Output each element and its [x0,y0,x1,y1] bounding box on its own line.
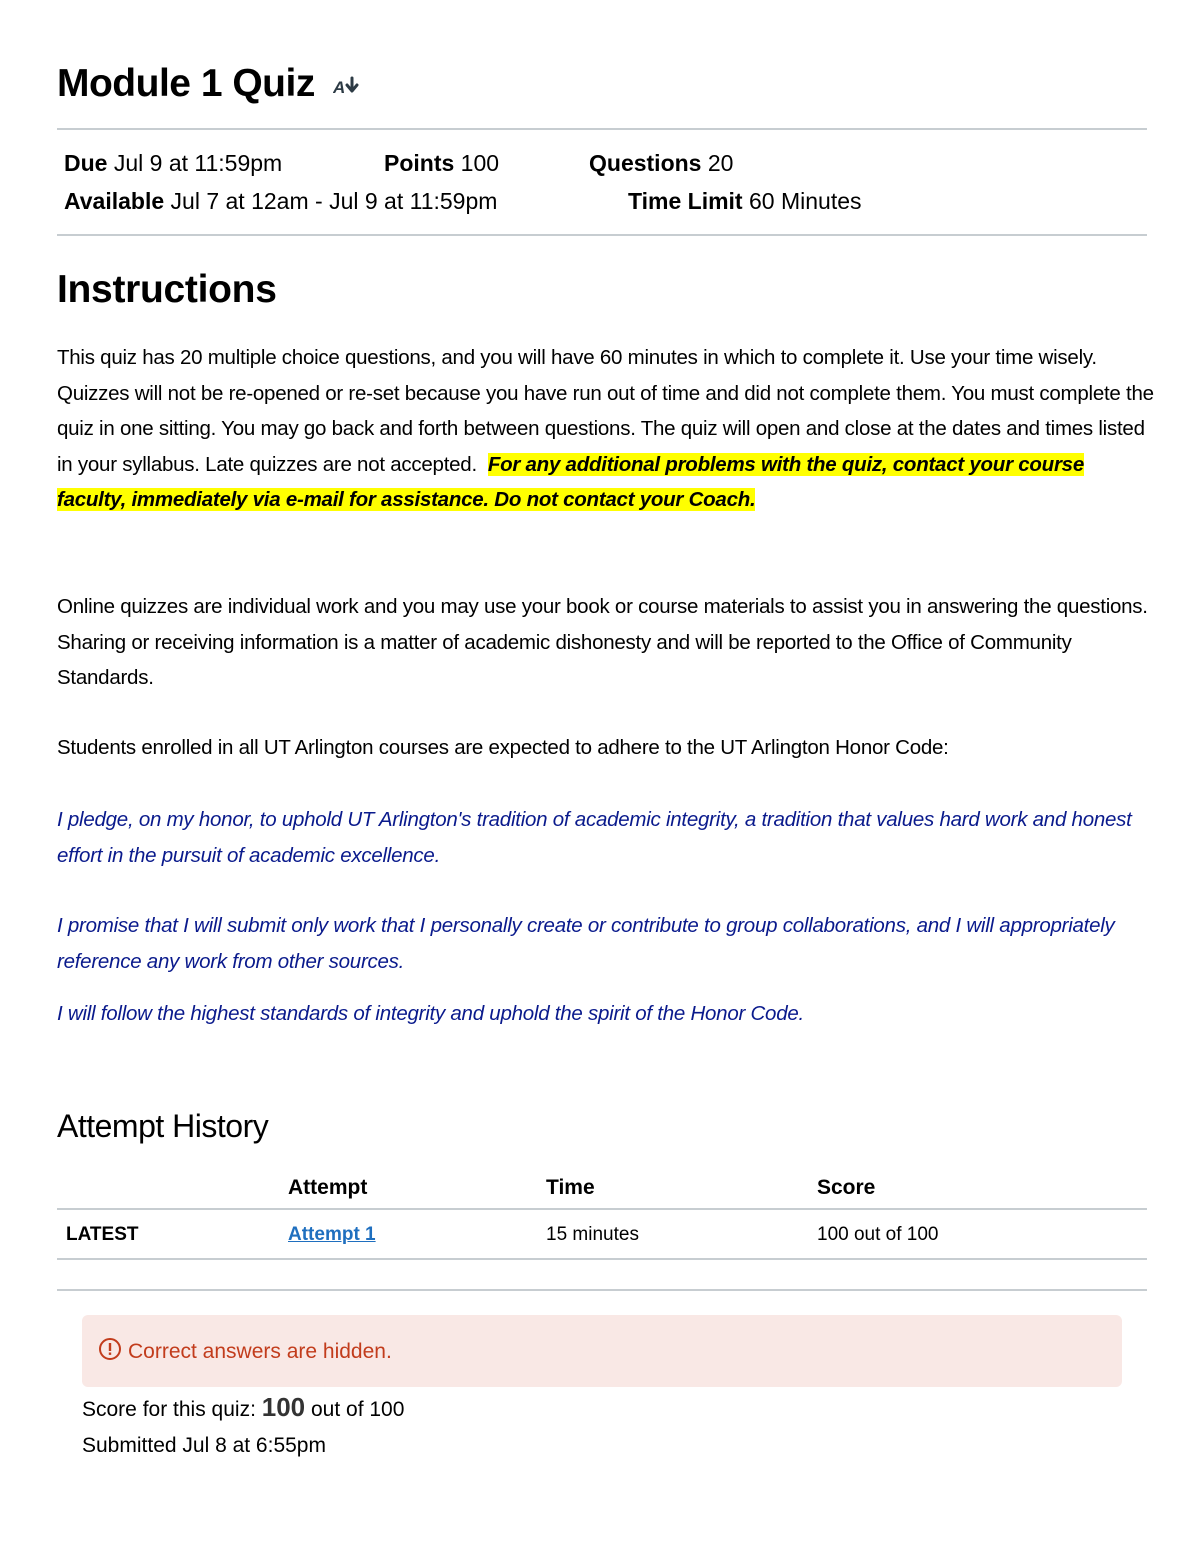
table-header-divider [57,1208,1147,1210]
svg-text:A: A [332,77,346,97]
warning-circle-icon [98,1337,122,1367]
questions-detail [589,150,733,177]
page-title: Module 1 Quiz [57,62,315,105]
time-limit-label: Time Limit [628,188,743,214]
time-limit-value: 60 Minutes [749,188,862,214]
attempt-score: 100 out of 100 [817,1224,939,1245]
due-detail [64,150,282,177]
questions-value: 20 [707,150,734,176]
score-prefix: Score for this quiz: [82,1398,256,1421]
honor-pledge-1: I pledge, on my honor, to uphold UT Arlington's tradition of academic integrity, a tradition that values hard work and honest effort in the pursuit of academic excellence. [57,808,1132,867]
latest-badge: LATEST [66,1224,139,1245]
time-limit-detail [628,188,862,215]
attempt-1-link[interactable]: Attempt 1 [288,1224,376,1245]
highlighted-notice: For any additional problems with the quiz, contact your course faculty, immediately via e-mail for assistance. Do not contact your Coach. [57,452,1084,511]
instructions-paragraph-3: Students enrolled in all UT Arlington courses are expected to adhere to the UT Arlington Honor Code: [57,736,949,759]
available-value: Jul 7 at 12am - Jul 9 at 11:59pm [170,188,498,214]
column-header-attempt: Attempt [288,1176,368,1199]
honor-pledge-3: I will follow the highest standards of integrity and uphold the spirit of the Honor Code. [57,1002,804,1025]
points-label: Points [384,150,455,176]
questions-label: Questions [589,150,702,176]
alert-content [98,1337,392,1367]
instructions-heading: Instructions [57,268,277,311]
points-value: 100 [460,150,500,176]
title-row [57,62,363,106]
available-label: Available [64,188,165,214]
instructions-paragraph-1 [57,340,1157,518]
accessibility-ab-icon[interactable] [333,75,363,102]
divider [57,234,1147,236]
points-detail [384,150,499,177]
instructions-text: This quiz has 20 multiple choice questions, and you will have 60 minutes in which to complete it. Use your time wisely. Quizzes will not be re-opened or re-set because you have run out of time and did not complete them. You must complete the quiz in one sitting. You may go back and forth between questions. The quiz will open and close at the dates and times listed in your syllabus. Late quizzes are not accepted. [57,346,1154,476]
attempt-time: 15 minutes [546,1224,639,1245]
table-row-divider [57,1258,1147,1260]
instructions-paragraph-2: Online quizzes are individual work and you may use your book or course materials to assist you in answering the questions. Sharing or receiving information is a matter of academic dishonesty and will be reported to the Office of Community Standards. [57,595,1148,689]
due-value: Jul 9 at 11:59pm [113,150,283,176]
submitted-timestamp: Submitted Jul 8 at 6:55pm [82,1434,326,1457]
due-label: Due [64,150,108,176]
score-suffix: out of 100 [310,1398,405,1421]
hidden-answers-alert [82,1315,1122,1387]
attempt-history-heading: Attempt History [57,1108,269,1144]
score-value: 100 [261,1392,306,1422]
honor-pledge-2: I promise that I will submit only work that I personally create or contribute to group collaborations, and I will appropriately reference any work from other sources. [57,914,1115,973]
divider [57,1289,1147,1291]
available-detail [64,188,497,215]
column-header-time: Time [546,1176,595,1199]
column-header-score: Score [817,1176,876,1199]
alert-text: Correct answers are hidden. [128,1340,392,1363]
quiz-score [82,1392,404,1423]
divider [57,128,1147,130]
